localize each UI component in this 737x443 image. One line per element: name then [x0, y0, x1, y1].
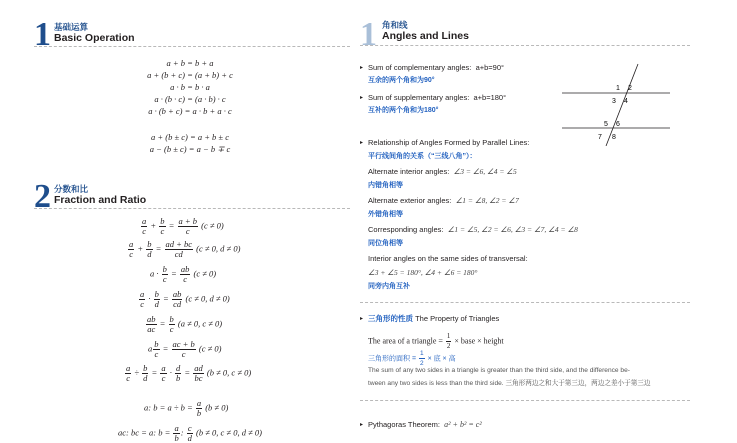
section-title-en-fraction: Fraction and Ratio: [54, 194, 147, 206]
alternate-interior-cn: 内错角相等: [368, 182, 403, 189]
section-title-cn-basic: 基础运算: [54, 22, 89, 32]
formula-commutative-mul: a · b = b · a: [170, 82, 210, 92]
angle-label-7: 7: [598, 134, 602, 141]
parallel-lines-diagram: [558, 62, 678, 146]
angle-label-8: 8: [612, 134, 616, 141]
section-title-en-angles: Angles and Lines: [382, 30, 469, 42]
parallel-lines-cn: 平行线间角的关系（“三线八角”）：: [368, 153, 477, 160]
supplementary-angles-line: ▸ Sum of supplementary angles: a+b=180°: [368, 93, 506, 103]
triangle-area-formula-cn: 三角形的面积 = $\frac{1}{2}$ × 底 × 高: [368, 350, 456, 367]
formula-fraction-add-same: $\frac{a}{c}$ + $\frac{b}{c}$ = $\frac{a + b}{c}$ (c ≠ 0): [142, 216, 224, 236]
triangle-inequality-text-2: tween any two sides is less than the third side. 三角形两边之和大于第三边，两边之差小于第三边: [368, 380, 651, 387]
alternate-exterior-cn: 外错角相等: [368, 211, 403, 218]
corresponding-angles-cn: 同位角相等: [368, 240, 403, 247]
section-number-basic: 1: [34, 16, 51, 53]
formula-fraction-reduce: $\frac{ab}{ac}$ = $\frac{b}{c}$ (a ≠ 0, c ≠ 0): [147, 314, 223, 334]
section-title-cn-angles: 角和线: [382, 20, 408, 30]
formula-fraction-add: $\frac{a}{c}$ + $\frac{b}{d}$ = $\frac{ad + bc}{cd}$ (c ≠ 0, d ≠ 0): [129, 239, 241, 259]
formula-fraction-multiply: $\frac{a}{c}$ · $\frac{b}{d}$ = $\frac{ab}{cd}$ (c ≠ 0, d ≠ 0): [140, 289, 230, 309]
formula-associative-mul: a · (b · c) = (a · b) · c: [154, 94, 226, 104]
parallel-lines-title: ▸ Relationship of Angles Formed by Parallel Lines:: [368, 138, 529, 148]
triangle-property-title: ▸ 三角形的性质 The Property of Triangles: [368, 314, 499, 324]
section-divider: [360, 45, 690, 46]
section-number-angles: 1: [360, 16, 377, 53]
triangle-area-formula: The area of a triangle = $\frac{1}{2}$ × base × height: [368, 332, 504, 350]
complementary-angles-cn: 互余的两个角和为90°: [368, 77, 435, 84]
formula-add-plusminus: a + (b ± c) = a + b ± c: [151, 132, 229, 142]
formula-ratio-scale: ac: bc = a: b = $\frac{a}{b}$ : $\frac{c}{d}$ (b ≠ 0, c ≠ 0, d ≠ 0): [118, 423, 262, 443]
section-divider: [34, 46, 350, 47]
angle-label-4: 4: [624, 98, 628, 105]
corresponding-angles-line: Corresponding angles: ∠1 = ∠5, ∠2 = ∠6, ∠3 = ∠7, ∠4 = ∠8: [368, 225, 578, 234]
section-title-cn-fraction: 分数和比: [54, 184, 89, 194]
formula-sub-plusminus: a − (b ± c) = a − b ∓ c: [149, 144, 231, 154]
formula-fraction-scalar: a · $\frac{b}{c}$ = $\frac{ab}{c}$ (c ≠ 0): [150, 264, 217, 284]
angle-label-2: 2: [628, 85, 632, 92]
formula-fraction-divide: $\frac{a}{c}$ ÷ $\frac{b}{d}$ = $\frac{a}{c}$ · $\frac{d}{b}$ = $\frac{ad}{bc}$ (b ≠ 0, c ≠ 0): [126, 363, 252, 383]
formula-mixed-number: a $\frac{b}{c}$ = $\frac{ac + b}{c}$ (c ≠ 0): [148, 339, 222, 359]
same-side-interior-cn: 同旁内角互补: [368, 283, 410, 290]
angle-label-6: 6: [616, 121, 620, 128]
pythagoras-line: ▸ Pythagoras Theorem: a² + b² = c²: [368, 420, 482, 430]
formula-associative-add: a + (b + c) = (a + b) + c: [147, 70, 233, 80]
alternate-exterior-line: Alternate exterior angles: ∠1 = ∠8, ∠2 = ∠7: [368, 196, 519, 205]
formula-distributive: a · (b + c) = a · b + a · c: [148, 106, 232, 116]
section-number-fraction: 2: [34, 178, 51, 215]
angle-label-5: 5: [604, 121, 608, 128]
formula-commutative-add: a + b = b + a: [166, 58, 214, 68]
section-divider: [34, 208, 350, 209]
same-side-interior-line: Interior angles on the same sides of transversal:: [368, 254, 528, 263]
section-title-en-basic: Basic Operation: [54, 32, 135, 44]
supplementary-angles-cn: 互补的两个角和为180°: [368, 107, 439, 114]
same-side-interior-formula: ∠3 + ∠5 = 180°, ∠4 + ∠6 = 180°: [368, 268, 478, 277]
angle-label-3: 3: [612, 98, 616, 105]
formula-ratio: a: b = a ÷ b = $\frac{a}{b}$ (b ≠ 0): [144, 398, 229, 418]
angle-label-1: 1: [616, 85, 620, 92]
complementary-angles-line: ▸ Sum of complementary angles: a+b=90°: [368, 63, 504, 73]
section-divider: [360, 302, 690, 303]
alternate-interior-line: Alternate interior angles: ∠3 = ∠6, ∠4 = ∠5: [368, 167, 517, 176]
triangle-inequality-text-1: The sum of any two sides in a triangle is greater than the third side, and the difference be-: [368, 367, 630, 374]
section-divider: [360, 400, 690, 401]
